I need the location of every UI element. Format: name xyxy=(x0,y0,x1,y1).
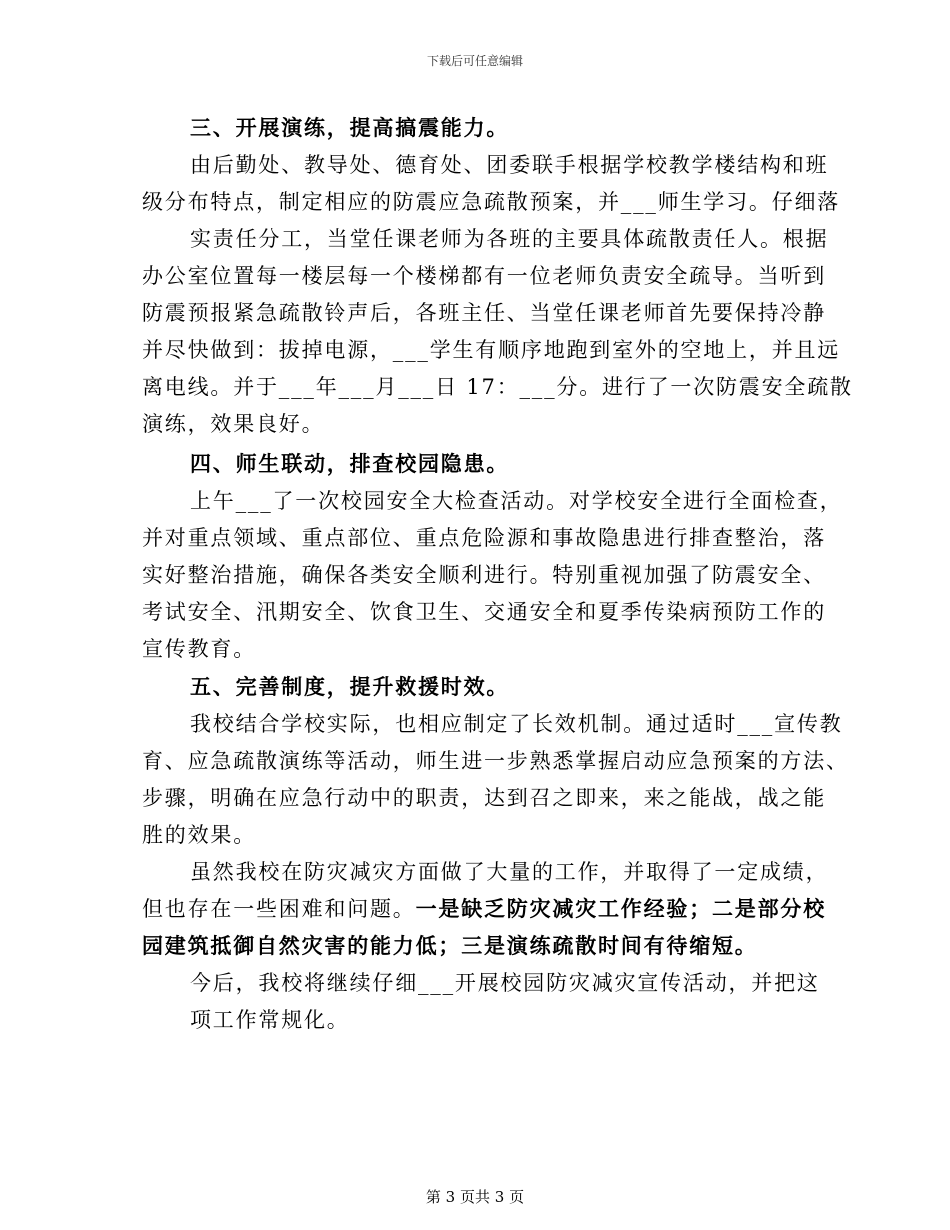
paragraph-line: 项工作常规化。 xyxy=(190,1008,350,1032)
paragraph-line: 实责任分工，当堂任课老师为各班的主要具体疏散责任人。根据 xyxy=(190,227,829,251)
paragraph-line: 演练，效果良好。 xyxy=(142,412,325,436)
paragraph-line: 考试安全、汛期安全、饮食卫生、交通安全和夏季传染病预防工作的 xyxy=(142,600,826,624)
section-heading-4: 四、师生联动，排查校园隐患。 xyxy=(190,451,510,476)
paragraph-line: 由后勤处、教导处、德育处、团委联手根据学校教学楼结构和班 xyxy=(190,153,829,177)
paragraph-line: 并尽快做到：拔掉电源，___学生有顺序地跑到室外的空地上，并且远 xyxy=(142,338,841,362)
page-header: 下载后可任意编辑 xyxy=(426,54,523,68)
bold-problem-list-cont: 园建筑抵御自然灾害的能力低；三是演练疏散时间有待缩短。 xyxy=(142,933,758,958)
paragraph-text: 但也存在一些困难和问题。 xyxy=(142,897,416,921)
page-footer: 第 3 页共 3 页 xyxy=(425,1188,525,1206)
paragraph-line: 并对重点领域、重点部位、重点危险源和事故隐患进行排查整治，落 xyxy=(142,526,826,550)
paragraph-line: 宣传教育。 xyxy=(142,637,256,661)
bold-problem-list: 一是缺乏防灾减灾工作经验；二是部分校 xyxy=(415,896,827,921)
paragraph-line: 防震预报紧急疏散铃声后，各班主任、当堂任课老师首先要保持冷静 xyxy=(142,301,826,325)
paragraph-line: 离电线。并于___年___月___日 17：___分。进行了一次防震安全疏散 xyxy=(142,375,853,399)
paragraph-line: 办公室位置每一楼层每一个楼梯都有一位老师负责安全疏导。当听到 xyxy=(142,264,826,288)
paragraph-line: 级分布特点，制定相应的防震应急疏散预案，并___师生学习。仔细落 xyxy=(142,190,841,214)
paragraph-line: 今后，我校将继续仔细___开展校园防灾减灾宣传活动，并把这 xyxy=(190,971,820,995)
section-heading-3: 三、开展演练，提高搞震能力。 xyxy=(190,115,510,140)
paragraph-line-mixed xyxy=(142,895,826,923)
paragraph-line: 虽然我校在防灾减灾方面做了大量的工作，并取得了一定成绩， xyxy=(190,860,829,884)
paragraph-line: 上午___了一次校园安全大检查活动。对学校安全进行全面检查， xyxy=(190,489,843,513)
paragraph-line: 育、应急疏散演练等活动，师生进一步熟悉掌握启动应急预案的方法、 xyxy=(142,749,849,773)
paragraph-line: 步骤，明确在应急行动中的职责，达到召之即来，来之能战，战之能 xyxy=(142,786,826,810)
paragraph-line: 胜的效果。 xyxy=(142,823,256,847)
section-heading-5: 五、完善制度，提升救援时效。 xyxy=(190,674,510,699)
paragraph-line: 实好整治措施，确保各类安全顺利进行。特别重视加强了防震安全、 xyxy=(142,563,826,587)
paragraph-line: 我校结合学校实际，也相应制定了长效机制。通过适时___宣传教 xyxy=(190,712,843,736)
